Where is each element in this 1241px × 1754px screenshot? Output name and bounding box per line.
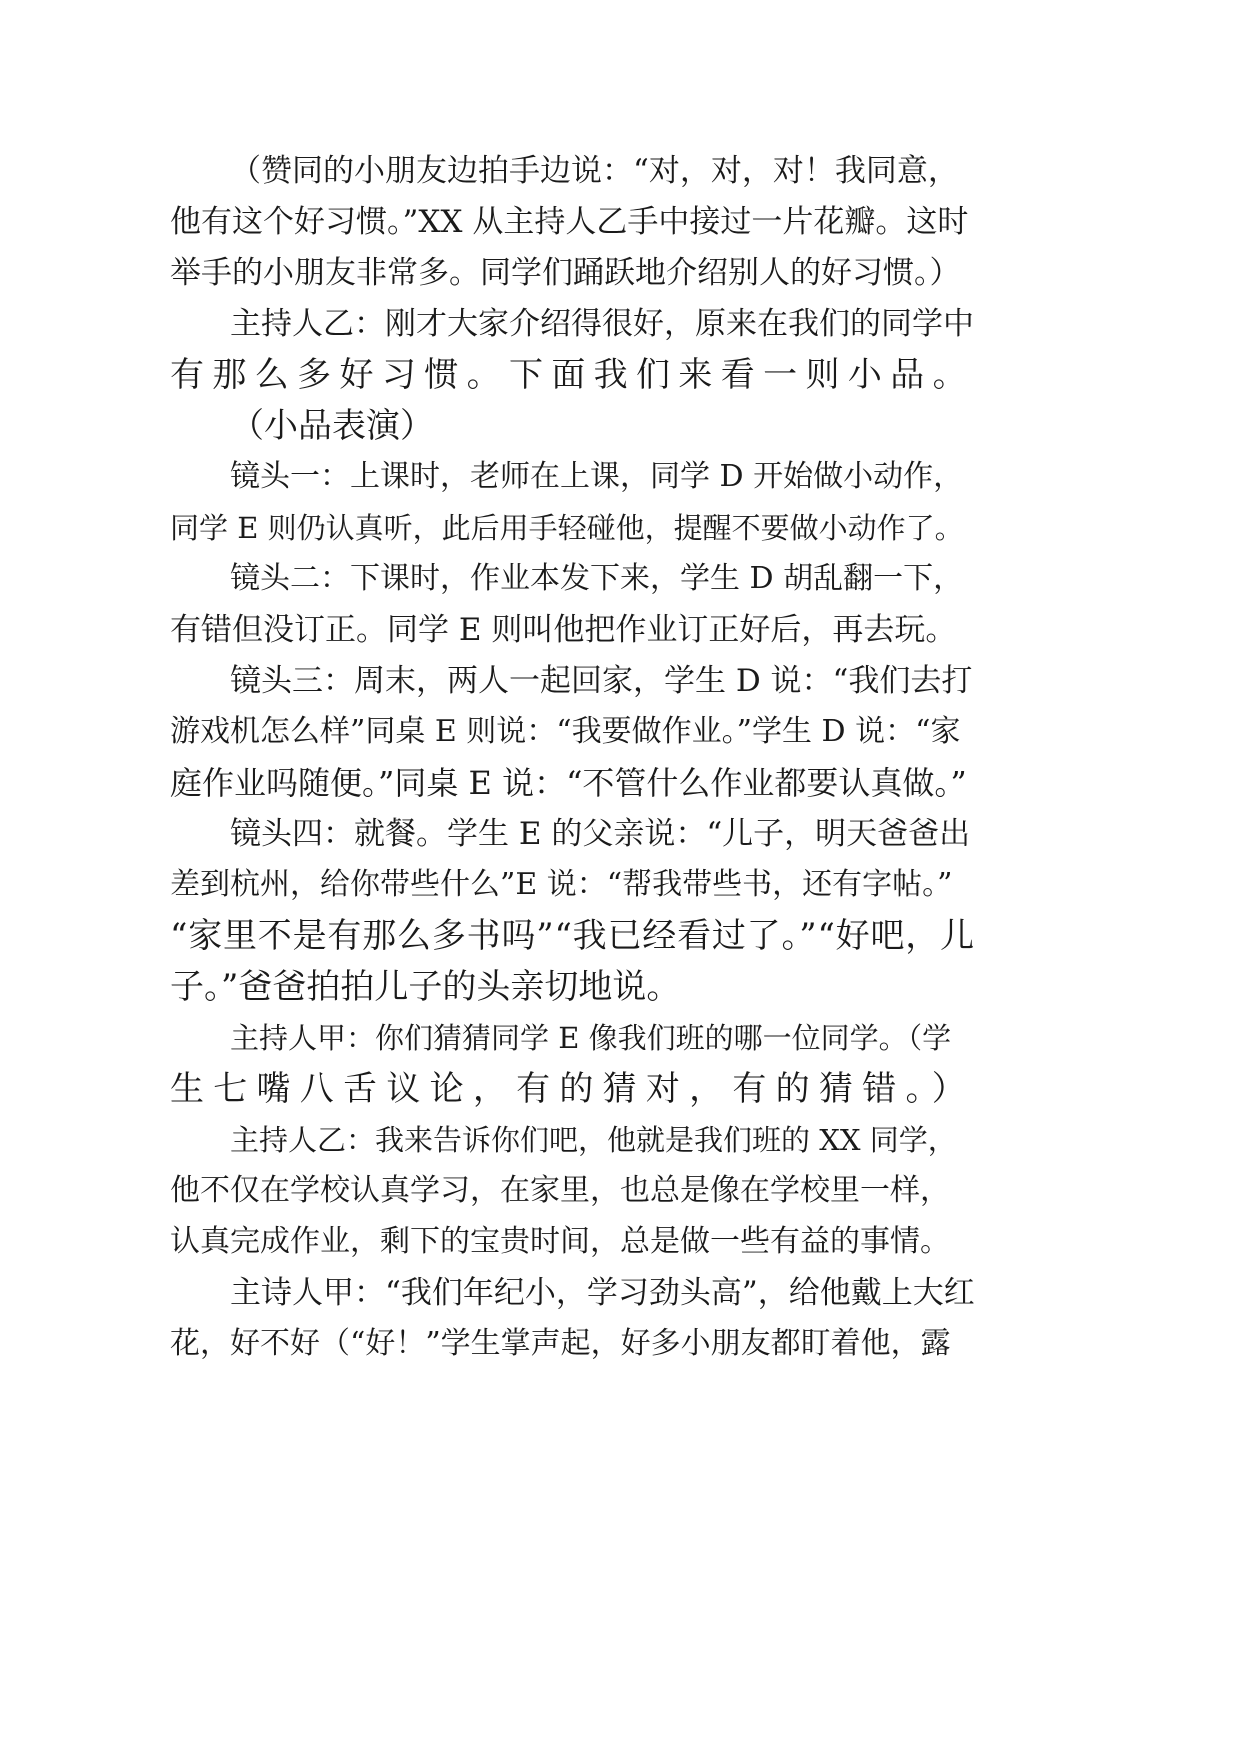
text-line-8: 同学 E 则仍认真听，此后用手轻碰他，提醒不要做小动作了。 [170, 511, 964, 545]
text-line-14: 镜头四：就餐。学生 E 的父亲说：“儿子，明天爸爸出 [230, 816, 971, 852]
text-line-10: 有错但没订正。同学 E 则叫他把作业订正好后，再去玩。 [170, 612, 957, 648]
text-line-15: 差到杭州，给你带些什么”E 说：“帮我带些书，还有字帖。” [170, 867, 953, 902]
text-line-21: 他不仅在学校认真学习，在家里，也总是像在学校里一样， [170, 1173, 950, 1208]
text-line-11: 镜头三：周末，两人一起回家，学生 D 说：“我们去打 [230, 663, 973, 699]
text-line-16: “家里不是有那么多书吗”“我已经看过了。”“好吧，儿 [170, 916, 975, 956]
text-line-23: 主诗人甲：“我们年纪小，学习劲头高”，给他戴上大红 [230, 1275, 975, 1311]
text-line-9: 镜头二：下课时，作业本发下来，学生 D 胡乱翻一下， [230, 561, 964, 596]
text-line-24: 花，好不好（“好！”学生掌声起，好多小朋友都盯着他，露 [170, 1326, 951, 1361]
text-line-1: （赞同的小朋友边拍手边说：“对，对，对！我同意， [230, 153, 959, 189]
text-line-5: 有那么多好习惯。下面我们来看一则小品。 [170, 355, 975, 395]
text-line-13: 庭作业吗随便。”同桌 E 说：“不管什么作业都要认真做。” [170, 764, 967, 802]
text-line-2: 他有这个好习惯。”XX 从主持人乙手中接过一片花瓣。这时 [170, 204, 969, 240]
text-line-3: 举手的小朋友非常多。同学们踊跃地介绍别人的好习惯。） [170, 255, 961, 291]
text-line-20: 主持人乙：我来告诉你们吧，他就是我们班的 XX 同学， [230, 1123, 957, 1157]
text-line-6: （小品表演） [230, 406, 434, 446]
text-line-12: 游戏机怎么样”同桌 E 则说：“我要做作业。”学生 D 说：“家 [170, 714, 961, 749]
text-line-19: 生七嘴八舌议论，有的猜对，有的猜错。） [170, 1069, 975, 1109]
text-line-7: 镜头一：上课时，老师在上课，同学 D 开始做小动作， [230, 459, 964, 494]
text-line-22: 认真完成作业，剩下的宝贵时间，总是做一些有益的事情。 [170, 1224, 950, 1259]
text-line-18: 主持人甲：你们猜猜同学 E 像我们班的哪一位同学。（学 [230, 1021, 952, 1055]
text-line-17: 子。”爸爸拍拍儿子的头亲切地说。 [170, 967, 681, 1007]
text-line-4: 主持人乙：刚才大家介绍得很好，原来在我们的同学中 [230, 306, 974, 342]
